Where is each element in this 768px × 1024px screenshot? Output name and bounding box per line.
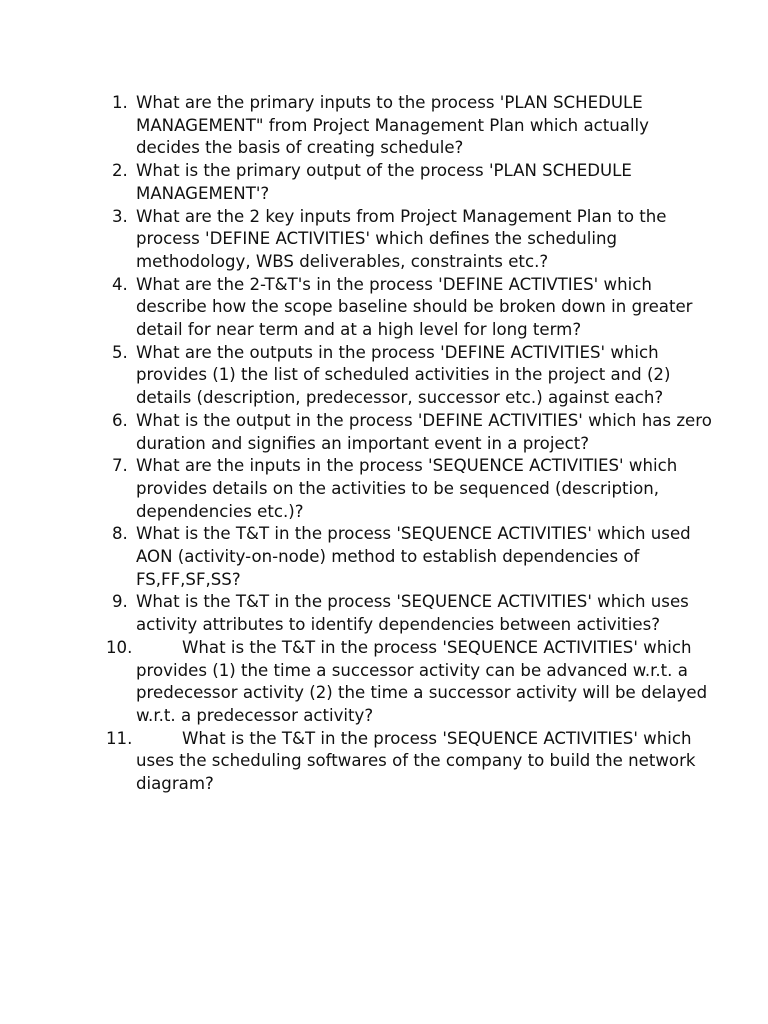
question-text: What is the T&T in the process 'SEQUENCE ACTIVITIES' which provides (1) the time a successor activity can be advanced w.r.t. a predecessor activity (2) the time a successor activity will be delayed w.r.t. a predecessor activity? — [136, 637, 708, 725]
question-text: What are the 2 key inputs from Project Management Plan to the process 'DEFINE ACTIVITIES' which defines the scheduling methodology, WBS deliverables, constraints etc.? — [136, 206, 667, 271]
question-item — [108, 728, 718, 796]
question-text: What is the output in the process 'DEFINE ACTIVITIES' which has zero duration and signifies an important event in a project? — [136, 410, 712, 453]
question-text: What are the primary inputs to the process 'PLAN SCHEDULE MANAGEMENT" from Project Management Plan which actually decides the basis of creating schedule? — [136, 93, 649, 158]
question-item — [108, 342, 718, 410]
question-number: 4. — [112, 274, 128, 294]
question-text: What is the T&T in the process 'SEQUENCE ACTIVITIES' which uses activity attributes to identify dependencies between activities? — [136, 592, 689, 635]
question-item — [108, 206, 718, 274]
question-number: 6. — [112, 410, 128, 430]
question-item — [108, 455, 718, 523]
question-item — [108, 274, 718, 342]
question-number: 9. — [112, 592, 128, 612]
question-number: 10. — [106, 637, 133, 657]
question-item — [108, 92, 718, 160]
question-number: 11. — [106, 728, 133, 748]
question-number: 7. — [112, 456, 128, 476]
question-number: 2. — [112, 161, 128, 181]
question-number: 3. — [112, 206, 128, 226]
question-number: 5. — [112, 342, 128, 362]
question-text: What are the inputs in the process 'SEQUENCE ACTIVITIES' which provides details on the activities to be sequenced (description, dependencies etc.)? — [136, 456, 678, 521]
question-item — [108, 160, 718, 205]
question-text: What are the 2-T&T's in the process 'DEFINE ACTIVTIES' which describe how the scope baseline should be broken down in greater detail for near term and at a high level for long term? — [136, 274, 693, 340]
question-text: What are the outputs in the process 'DEFINE ACTIVITIES' which provides (1) the list of scheduled activities in the project and (2) details (description, predecessor, successor etc.) against each? — [136, 342, 671, 408]
question-item — [108, 637, 718, 728]
question-number: 1. — [112, 93, 128, 112]
question-item — [108, 591, 718, 636]
question-item — [108, 523, 718, 591]
question-item — [108, 410, 718, 455]
question-text: What is the T&T in the process 'SEQUENCE ACTIVITIES' which uses the scheduling softwares of the company to build the network diagram? — [136, 728, 696, 794]
question-list — [108, 92, 718, 796]
question-number: 8. — [112, 524, 128, 544]
question-text: What is the primary output of the process 'PLAN SCHEDULE MANAGEMENT'? — [136, 161, 632, 203]
question-text: What is the T&T in the process 'SEQUENCE ACTIVITIES' which used AON (activity-on-node) method to establish dependencies of FS,FF,SF,SS? — [136, 524, 691, 589]
